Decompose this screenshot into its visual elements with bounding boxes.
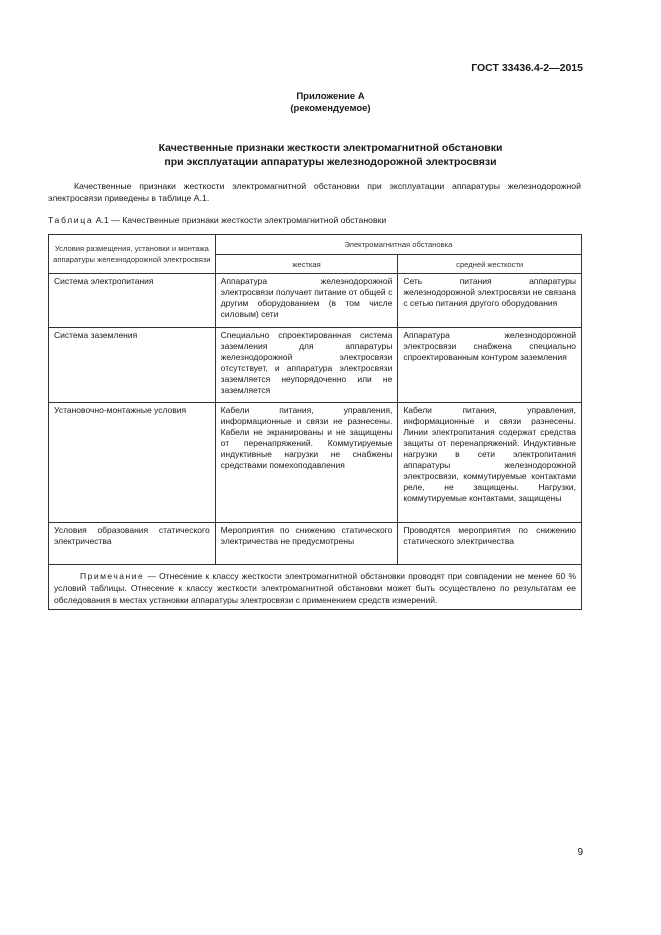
appendix-label: Приложение А [296, 91, 365, 102]
row-medium: Кабели питания, управления, информационные и связи разнесены. Линии электропитания содержат средства защиты от перенапряжений. Индуктивные нагрузки в сети электропитания аппаратуры железнодорожной электросвязи, коммутируемые контактами реле, не защищены. Нагрузки, коммутируемые контактами, защищены [398, 403, 582, 523]
row-medium: Проводятся мероприятия по снижению статического электричества [398, 523, 582, 565]
row-condition: Система заземления [49, 328, 216, 403]
header-emc-group: Электромагнитная обстановка [215, 235, 581, 255]
page-number: 9 [577, 847, 583, 858]
appendix-status: (рекомендуемое) [290, 103, 371, 114]
table-caption-text: А.1 — Качественные признаки жесткости электромагнитной обстановки [95, 215, 387, 225]
standard-number: ГОСТ 33436.4-2—2015 [471, 62, 583, 74]
table-header-row [49, 235, 582, 255]
header-conditions: Условия размещения, установки и монтажа аппаратуры железнодорожной электросвязи [49, 235, 216, 274]
table-caption [48, 215, 386, 225]
row-medium: Сеть питания аппаратуры железнодорожной электросвязи не связана с сетью питания другого оборудования [398, 274, 582, 328]
table-row [49, 523, 582, 565]
emc-table [48, 234, 582, 610]
row-condition: Условия образования статического электричества [49, 523, 216, 565]
row-severe: Аппаратура железнодорожной электросвязи получает питание от общей с другим оборудованием (в том числе силовым) сети [215, 274, 398, 328]
table-row [49, 328, 582, 403]
row-medium: Аппаратура железнодорожной электросвязи снабжена специально спроектированным контуром заземления [398, 328, 582, 403]
row-severe: Кабели питания, управления, информационные и связи не разнесены. Кабели не экранированы и не защищены от перенапряжений. Коммутируемые индуктивные нагрузки не снабжены средствами помехоподавления [215, 403, 398, 523]
table-caption-word: Таблица [48, 215, 94, 225]
appendix-heading [0, 91, 661, 115]
note-label: Примечание [80, 571, 145, 581]
table-note-row [49, 565, 582, 610]
header-severe: жесткая [215, 255, 398, 274]
header-medium: средней жесткости [398, 255, 582, 274]
intro-paragraph: Качественные признаки жесткости электромагнитной обстановки при эксплуатации аппаратуры железнодорожной электросвязи приведены в таблице А.1. [48, 181, 581, 203]
table-row [49, 274, 582, 328]
appendix-title-line1: Качественные признаки жесткости электромагнитной обстановки [158, 142, 503, 154]
row-condition: Установочно-монтажные условия [49, 403, 216, 523]
row-severe: Специально спроектированная система заземления для аппаратуры железнодорожной электросвязи отсутствует, и аппаратура электросвязи заземляется неупорядоченно или не заземляется [215, 328, 398, 403]
row-condition: Система электропитания [49, 274, 216, 328]
note-text: — Отнесение к классу жесткости электромагнитной обстановки проводят при совпадении не менее 60 % условий таблицы. Отнесение к классу жесткости электромагнитной обстановки может быть осуществлено по результатам ее обследования в местах установки аппаратуры электросвязи с применением средств измерений. [54, 571, 576, 605]
row-severe: Мероприятия по снижению статического электричества не предусмотрены [215, 523, 398, 565]
table-note [49, 565, 582, 610]
table-row [49, 403, 582, 523]
appendix-title [0, 142, 661, 169]
appendix-title-line2: при эксплуатации аппаратуры железнодорожной электросвязи [164, 155, 497, 168]
